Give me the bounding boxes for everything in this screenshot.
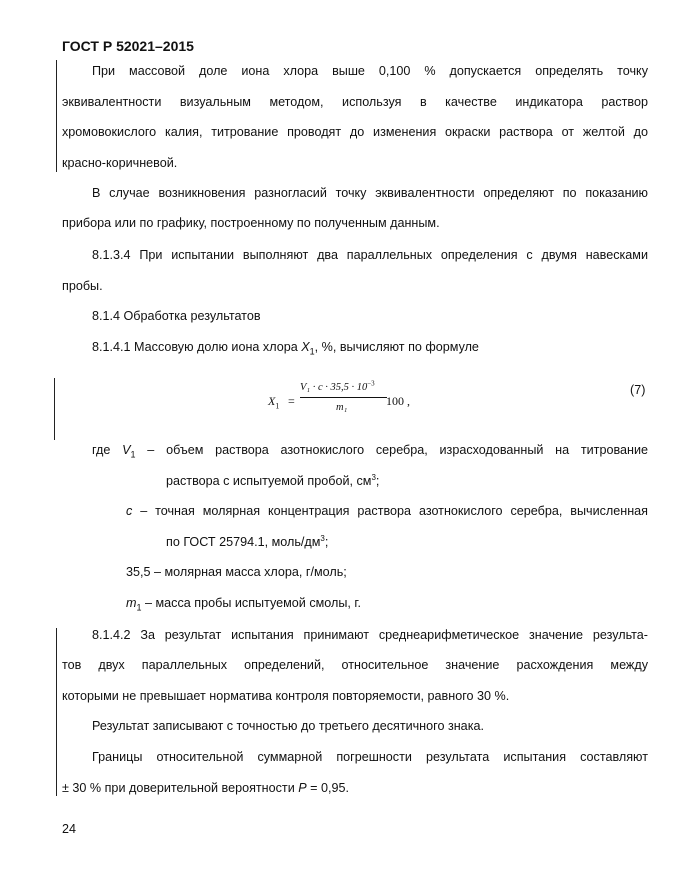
where-v1-line1: где $V_1$ – объем раствора азотнокислого серебра, израсходованный на титрование — [92, 443, 648, 460]
para7-line2: ± 30 % при доверительной вероятности P = 0,95. — [62, 781, 350, 795]
revision-bar-formula — [54, 378, 55, 440]
where-m1: $m_1$ – масса пробы испытуемой смолы, г. — [126, 596, 361, 613]
para7-line1: Границы относительной суммарной погрешности результата испытания составляют — [92, 750, 648, 764]
para1-line3: хромовокислого калия, титрование проводят до изменения окраски раствора от желтой до — [62, 125, 648, 139]
fraction-line — [300, 397, 387, 398]
para1-line1: При массовой доле иона хлора выше 0,100 % допускается определять точку — [92, 64, 648, 78]
formula-numerator: $V_1 \cdot c \cdot 35,5 \cdot 10^{-3}$ — [300, 379, 375, 393]
para1-line4: красно-коричневой. — [62, 156, 178, 170]
para6-line: Результат записывают с точностью до третьего десятичного знака. — [92, 719, 484, 733]
formula-factor: 100 , — [386, 394, 410, 408]
para5-line3: которыми не превышает норматива контроля повторяемости, равного 30 %. — [62, 689, 510, 703]
para4-var: X — [301, 340, 310, 354]
revision-bar-bottom — [56, 628, 57, 796]
para2-line1: В случае возникновения разногласий точку эквивалентности определяют по показанию — [92, 186, 648, 200]
para4-pre: 8.1.4.1 Массовую долю иона хлора — [92, 340, 302, 354]
para2-line2: прибора или по графику, построенному по полученным данным. — [62, 216, 440, 230]
page-number: 24 — [62, 822, 77, 836]
formula-denominator: m₁ — [336, 402, 348, 413]
para5-line2: тов двух параллельных определений, относительное значение расхождения между — [62, 658, 648, 672]
formula-lhs: $X_1$ — [268, 394, 280, 411]
where-v1-line2: раствора с испытуемой пробой, $см^3$; — [166, 472, 380, 488]
para3-line2: пробы. — [62, 279, 103, 293]
where-molar-mass: 35,5 – молярная масса хлора, г/моль; — [126, 565, 347, 579]
revision-bar-top — [56, 60, 57, 172]
para4-sub: 1 — [309, 346, 315, 357]
equation-number: (7) — [630, 383, 646, 397]
formula — [268, 379, 428, 422]
where-c-line2: по ГОСТ 25794.1, моль/$дм^3$; — [166, 533, 329, 549]
para4-line — [92, 339, 648, 360]
para5-line1: 8.1.4.2 За результат испытания принимают среднеарифметическое значение результа- — [92, 628, 648, 642]
para3-line1: 8.1.3.4 При испытании выполняют два параллельных определения с двумя навесками — [92, 248, 648, 262]
formula-equals: = — [288, 394, 295, 408]
section-heading: 8.1.4 Обработка результатов — [92, 309, 261, 323]
para4-post: , %, вычисляют по формуле — [314, 340, 479, 354]
para1-line2: эквивалентности визуальным методом, используя в качестве индикатора раствор — [62, 95, 648, 109]
page-header: ГОСТ Р 52021–2015 — [62, 38, 194, 54]
where-c-line1: c – точная молярная концентрация раствора азотнокислого серебра, вычисленная — [126, 504, 648, 518]
